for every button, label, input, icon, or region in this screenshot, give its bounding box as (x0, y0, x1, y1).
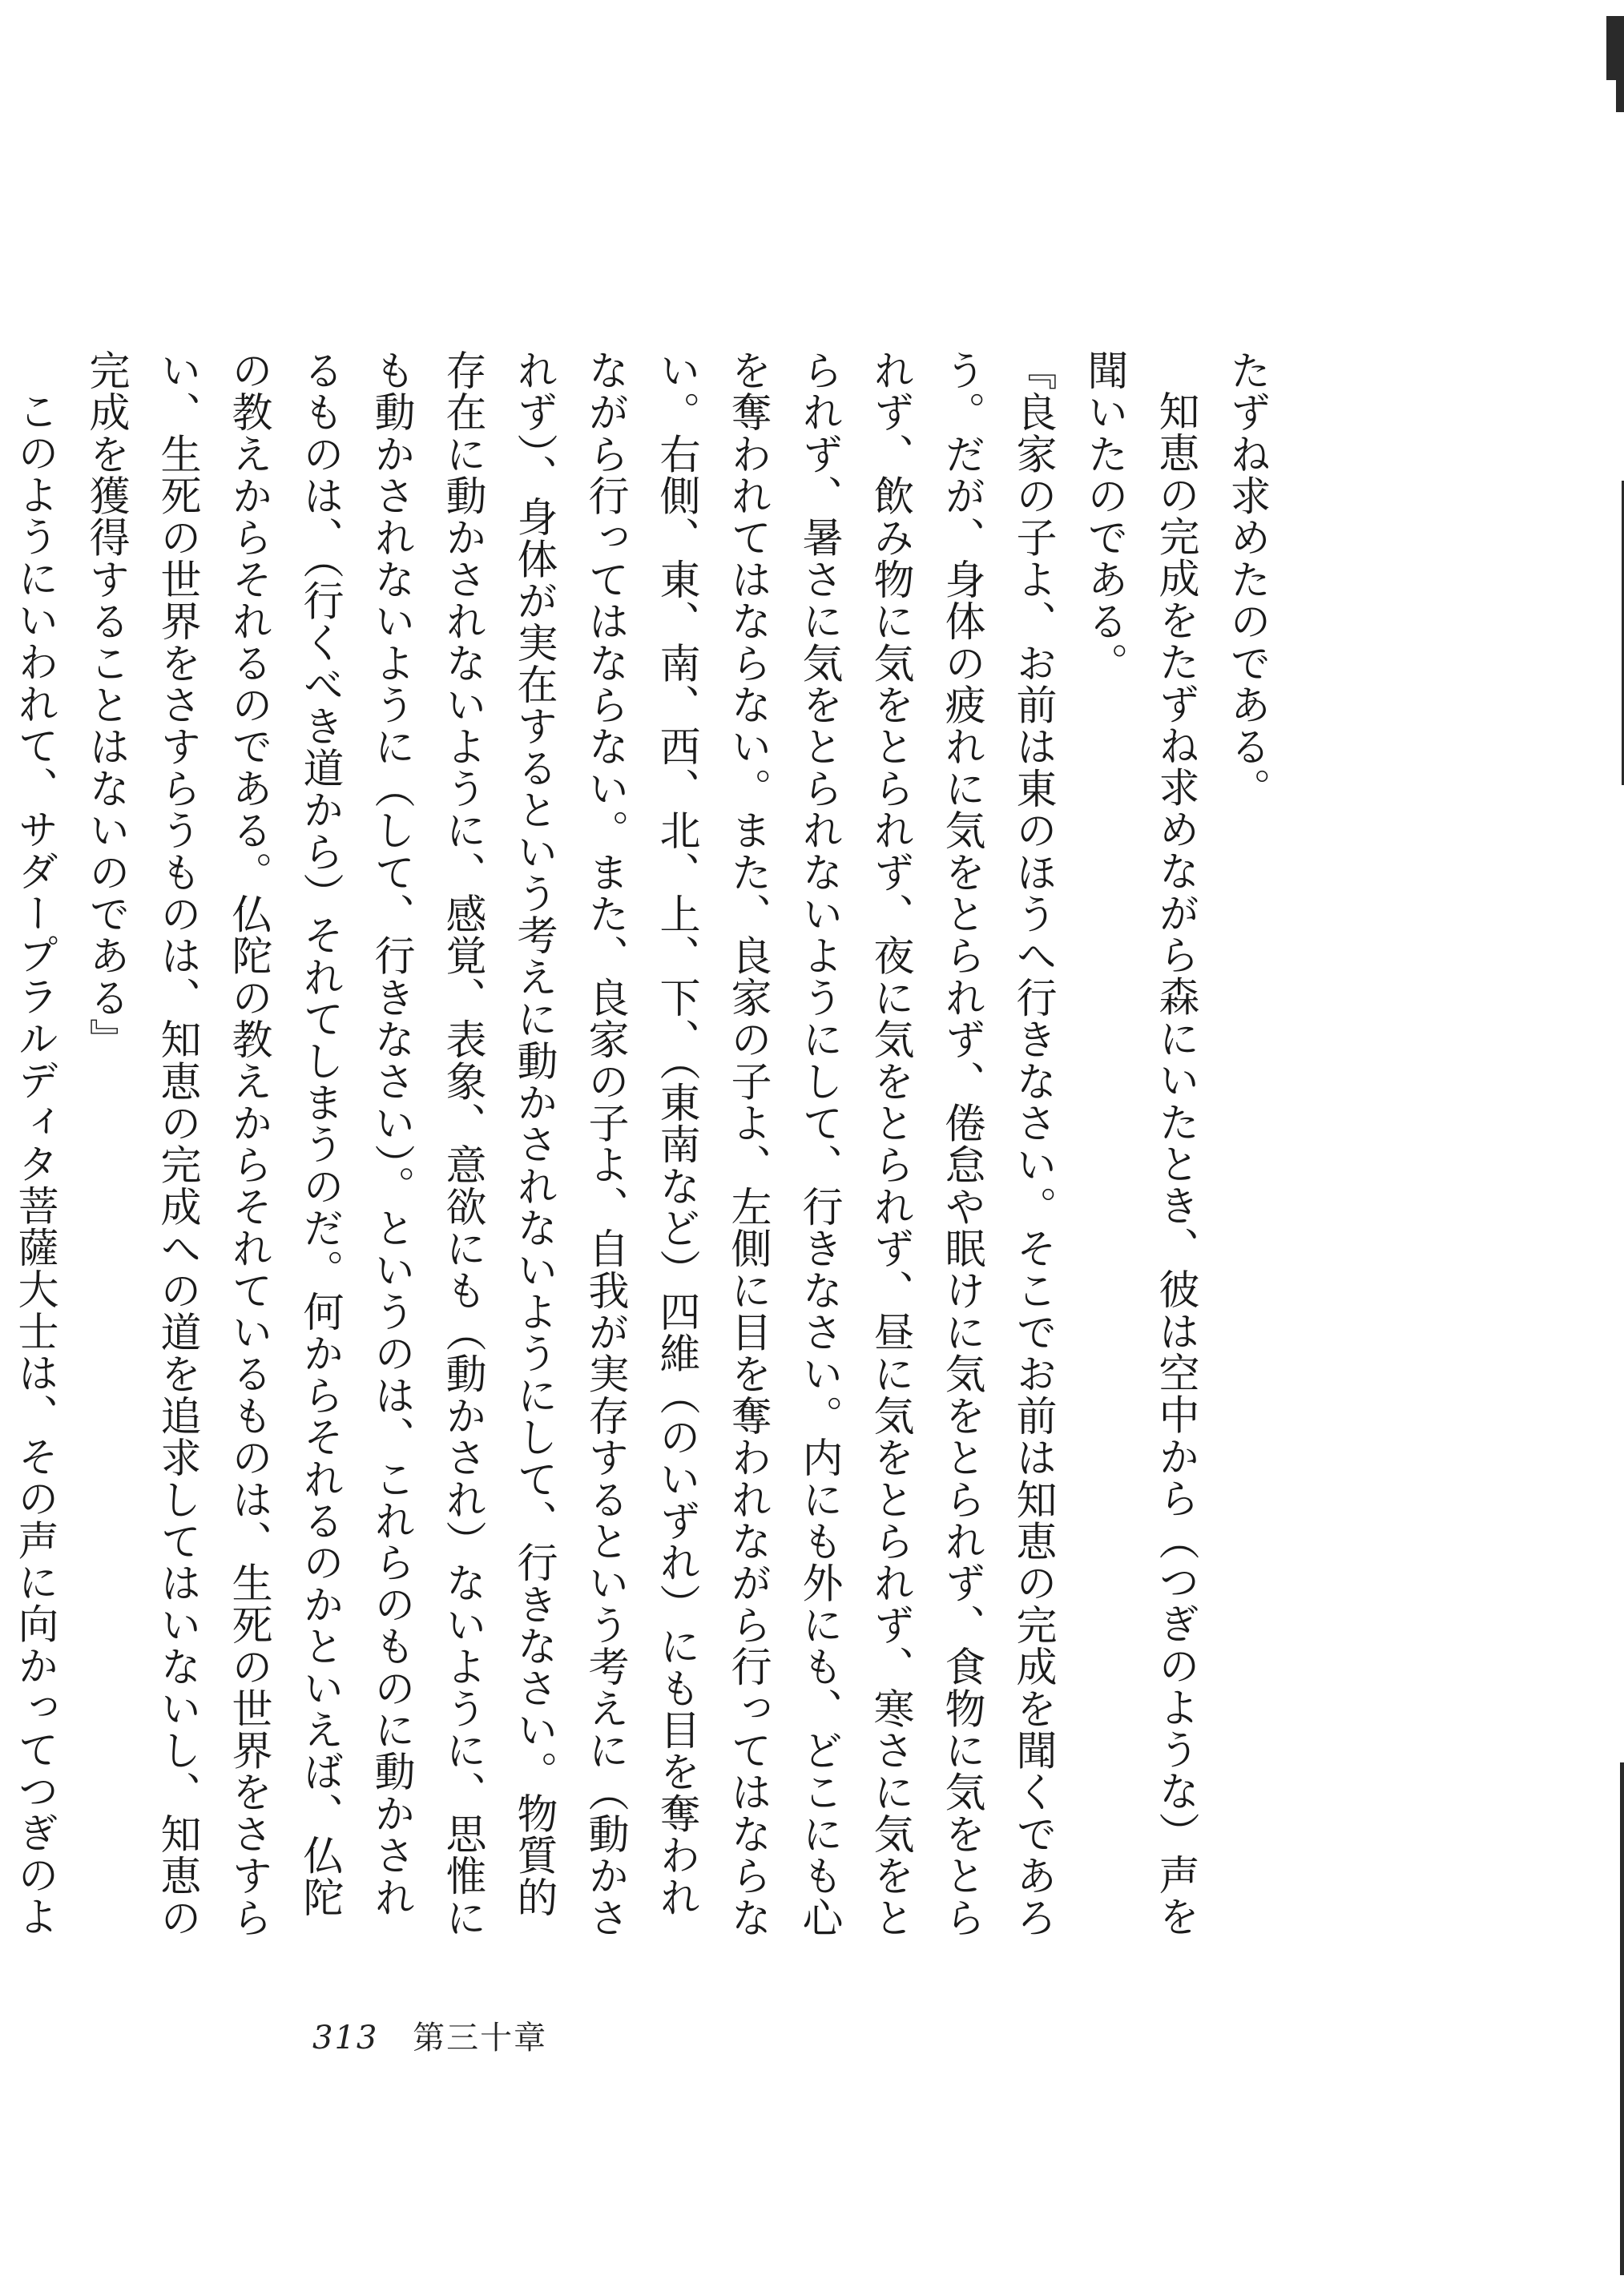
paragraph-sadaprarudita: このようにいわれて、サダープラルディタ菩薩大士は、その声に向かってつぎのよ (10, 390, 58, 1938)
vertical-body-text (10, 349, 1282, 1952)
paragraph-forest-voice: 知恵の完成をたずね求めながら森にいたとき、彼は空中から（つぎのような）声を聞いたのである。 (1080, 349, 1199, 1938)
paragraph-quoted-speech: 『良家の子よ、お前は東のほうへ行きなさい。そこでお前は知恵の完成を聞くであろう。だが、身体の疲れに気をとられず、倦怠や眠けに気をとられず、食物に気をとられず、飲み物に気をとられず、夜に気をとられず、昼に気をとられず、寒さに気をとられず、暑さに気をとられないようにして、行きなさい。内にも外にも、どこにも心を奪われてはならない。また、良家の子よ、左側に目を奪われながら行ってはならない。右側、東、南、西、北、上、下、（東南など）四維（のいずれ）にも目を奪われながら行ってはならない。また、良家の子よ、自我が実存するという考えに（動かされず）、身体が実在するという考えに動かされないようにして、行きなさい。物質的存在に動かされないように、感覚、表象、意欲にも（動かされ）ないように、思惟にも動かされないように（して、行きなさい）。というのは、これらのものに動かされるものは、（行くべき道から）それてしまうのだ。何からそれるのかといえば、仏陀の教えからそれるのである。仏陀の教えからそれているものは、生死の世界をさすらい、生死の世界をさすらうものは、知恵の完成への道を追求してはいないし、知恵の完成を獲得することはないのである』 (82, 349, 1056, 1939)
chapter-title: 第三十章 (413, 2020, 548, 2056)
scan-edge-shadow (1605, 0, 1624, 2296)
page-number: 313 (312, 2020, 379, 2056)
page-footer (312, 2012, 547, 2058)
paragraph-continuation: たずね求めたのである。 (1223, 349, 1270, 810)
